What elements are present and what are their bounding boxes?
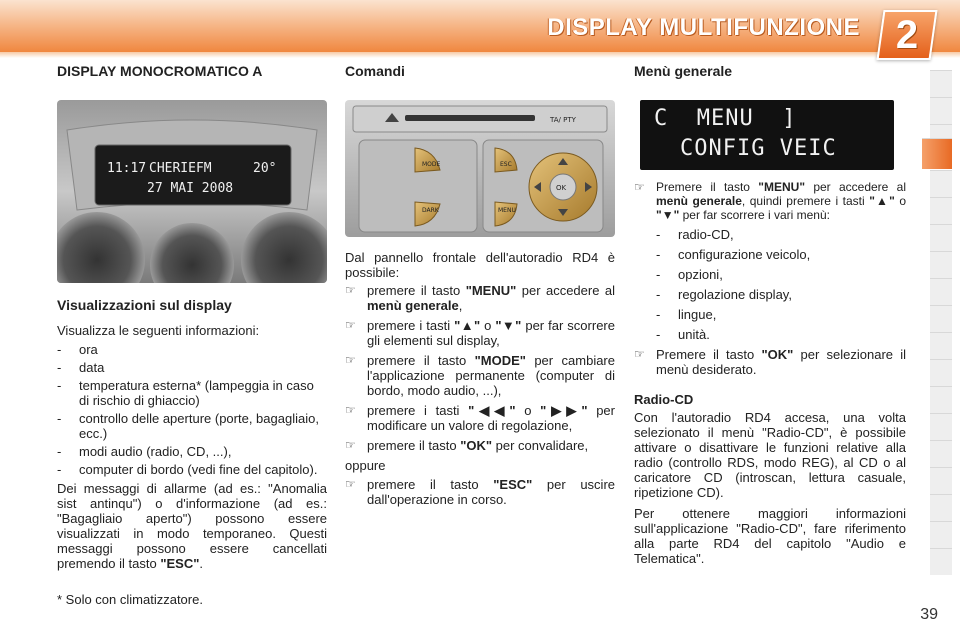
chapter-tab-active[interactable]	[922, 138, 952, 169]
chapter-tab[interactable]	[930, 97, 952, 124]
display-info-list	[57, 342, 327, 477]
esc-key-label: "ESC"	[493, 477, 533, 492]
item-text: per far scorrere gli elementi sul display,	[367, 318, 615, 348]
chapter-tab[interactable]	[930, 359, 952, 386]
menu-key-label: "MENU"	[758, 180, 806, 194]
menu-options-list	[656, 227, 906, 342]
list-item: - regolazione display,	[656, 287, 906, 302]
page-header	[0, 0, 960, 60]
item-text: premere i tasti	[367, 318, 455, 333]
chapter-tab[interactable]	[930, 413, 952, 440]
dashboard-display-photo	[57, 100, 327, 283]
list-item	[345, 477, 615, 507]
item-text: premere il tasto	[367, 438, 461, 453]
item-text: per far scorrere i vari menù:	[679, 208, 830, 222]
ok-key-label: "OK"	[761, 347, 794, 362]
item-text: premere il tasto	[367, 353, 475, 368]
main-menu-heading: Menù generale	[634, 63, 733, 79]
ta-pty-button-label: TA/ PTY	[550, 116, 576, 124]
list-item: - lingue,	[656, 307, 906, 322]
chapter-tab[interactable]	[930, 332, 952, 359]
chapter-tab[interactable]	[930, 521, 952, 548]
chapter-tab[interactable]	[930, 494, 952, 521]
list-item	[345, 283, 615, 313]
controls-list-alt	[345, 477, 615, 507]
list-item	[634, 347, 906, 377]
item-text: o	[894, 194, 907, 208]
chapter-tab[interactable]	[930, 305, 952, 332]
list-item: - computer di bordo (vedi fine del capitolo).	[57, 462, 327, 477]
ok-button-label: OK	[556, 184, 567, 192]
radio-cd-heading: Radio-CD	[634, 392, 694, 407]
rewind-key-label: "◀◀"	[468, 403, 516, 418]
alarm-end: .	[199, 556, 204, 571]
main-menu-label: menù generale	[367, 298, 459, 313]
page-title: DISPLAY MULTIFUNZIONE	[547, 14, 860, 41]
radio-cd-paragraph-2: Per ottenere maggiori informazioni sull'applicazione "Radio-CD", fare riferimento alla parte RD4 del capitolo "Audio e Telematica".	[634, 506, 906, 566]
lcd-menu-display	[640, 100, 894, 170]
list-item: - ora	[57, 342, 327, 357]
list-item	[345, 403, 615, 433]
controls-section	[345, 250, 615, 512]
lcd-line-2: CONFIG VEIC	[680, 136, 837, 161]
chapter-tab[interactable]	[930, 386, 952, 413]
alarm-text: Dei messaggi di allarme (ad es.: "Anomalia sist antinqu") o d'informazione (ad es.: "Bagagliaio aperto") possono essere visualizzati in modo temporaneo. Questi messaggi possono essere cancellati premendo il tasto	[57, 481, 327, 571]
display-views-section	[57, 323, 327, 571]
display-date: 27 MAI 2008	[147, 181, 234, 196]
chapter-tab[interactable]	[930, 224, 952, 251]
esc-key-label: "ESC"	[160, 556, 200, 571]
pointing-hand-icon: ☞	[345, 283, 356, 297]
list-item: - unità.	[656, 327, 906, 342]
list-item: - data	[57, 360, 327, 375]
display-temperature: 20°	[253, 161, 277, 176]
mode-key-label: "MODE"	[474, 353, 526, 368]
display-views-heading: Visualizzazioni sul display	[57, 297, 232, 313]
item-text: premere il tasto	[367, 477, 494, 492]
up-key-label: "▲"	[869, 194, 895, 208]
list-item: - modi audio (radio, CD, ...),	[57, 444, 327, 459]
chapter-tab[interactable]	[930, 548, 952, 575]
radio-cd-paragraph-1: Con l'autoradio RD4 accesa, una volta selezionato il menù "Radio-CD", è possibile attivare o disattivare le funzioni relative alla radio (controllo RDS, modo REG), al CD o al caricatore CD (introscan, lettura casuale, ripetizione CD).	[634, 410, 906, 500]
pointing-hand-icon: ☞	[345, 318, 356, 332]
down-key-label: "▼"	[495, 318, 522, 333]
display-views-intro: Visualizza le seguenti informazioni:	[57, 323, 260, 338]
controls-heading: Comandi	[345, 63, 405, 79]
item-text: o	[480, 318, 496, 333]
pointing-hand-icon: ☞	[634, 180, 645, 194]
chapter-number: 2	[895, 13, 919, 57]
list-item: - opzioni,	[656, 267, 906, 282]
item-text: per accedere al	[516, 283, 615, 298]
menu-key-label: "MENU"	[465, 283, 517, 298]
alarm-messages-paragraph	[57, 481, 327, 571]
item-text: per modificare un valore di regolazione,	[367, 403, 615, 433]
list-item	[345, 353, 615, 398]
item-text: per selezionare il menù desiderato.	[656, 347, 906, 377]
radio-panel-photo	[345, 100, 615, 237]
chapter-tab[interactable]	[930, 70, 952, 97]
item-text: per uscire dall'operazione in corso.	[367, 477, 615, 507]
controls-intro: Dal pannello frontale dell'autoradio RD4 è possibile:	[345, 250, 615, 280]
esc-button-label: ESC	[500, 161, 512, 168]
main-menu-steps-2	[634, 347, 906, 377]
forward-key-label: "▶▶"	[540, 403, 588, 418]
ok-key-label: "OK"	[460, 438, 493, 453]
display-time: 11:17	[107, 161, 147, 176]
pointing-hand-icon: ☞	[345, 403, 356, 417]
down-key-label: "▼"	[656, 208, 680, 222]
item-text: premere i tasti	[367, 403, 469, 418]
list-item: - controllo delle aperture (porte, bagagliaio, ecc.)	[57, 411, 327, 441]
footnote: * Solo con climatizzatore.	[57, 592, 203, 607]
list-item	[634, 180, 906, 222]
item-text: per convalidare,	[492, 438, 589, 453]
chapter-tab[interactable]	[930, 440, 952, 467]
header-stripe	[0, 52, 960, 58]
chapter-tabs	[930, 70, 952, 570]
item-text: per accedere al	[805, 180, 906, 194]
main-menu-section	[634, 178, 906, 382]
pointing-hand-icon: ☞	[345, 353, 356, 367]
list-item: - temperatura esterna* (lampeggia in caso di rischio di ghiaccio)	[57, 378, 327, 408]
main-menu-steps	[634, 180, 906, 222]
oppure-text: oppure	[345, 458, 386, 473]
dashboard-display-illustration	[57, 100, 327, 283]
item-text: ,	[458, 298, 463, 313]
main-menu-label: menù generale	[656, 194, 742, 208]
chapter-tab[interactable]	[930, 278, 952, 305]
up-key-label: "▲"	[454, 318, 481, 333]
chapter-tab[interactable]	[930, 170, 952, 197]
list-item: - configurazione veicolo,	[656, 247, 906, 262]
item-text: per cambiare l'applicazione permanente (computer di bordo, modo audio, ...),	[367, 353, 615, 398]
chapter-badge	[876, 10, 937, 60]
page-number: 39	[920, 606, 938, 623]
menu-button-label: MENU	[498, 207, 516, 214]
item-text: premere il tasto	[367, 283, 466, 298]
pointing-hand-icon: ☞	[634, 347, 645, 361]
list-item	[345, 318, 615, 348]
chapter-tab[interactable]	[930, 251, 952, 278]
pointing-hand-icon: ☞	[345, 477, 356, 491]
mode-button-label: MODE	[422, 161, 441, 168]
item-text: Premere il tasto	[656, 180, 759, 194]
chapter-tab[interactable]	[930, 467, 952, 494]
chapter-tab[interactable]	[930, 197, 952, 224]
lcd-line-1: C MENU ]	[654, 106, 797, 131]
list-item	[345, 438, 615, 453]
controls-list	[345, 283, 615, 453]
radio-cd-section	[634, 410, 906, 566]
item-text: , quindi premere i tasti	[741, 194, 870, 208]
dark-button-label: DARK	[422, 207, 439, 214]
list-item: - radio-CD,	[656, 227, 906, 242]
display-station: CHERIEFM	[149, 161, 212, 176]
item-text: Premere il tasto	[656, 347, 762, 362]
item-text: o	[515, 403, 541, 418]
pointing-hand-icon: ☞	[345, 438, 356, 452]
radio-panel-illustration	[345, 100, 615, 237]
mono-display-heading: DISPLAY MONOCROMATICO A	[57, 63, 263, 79]
